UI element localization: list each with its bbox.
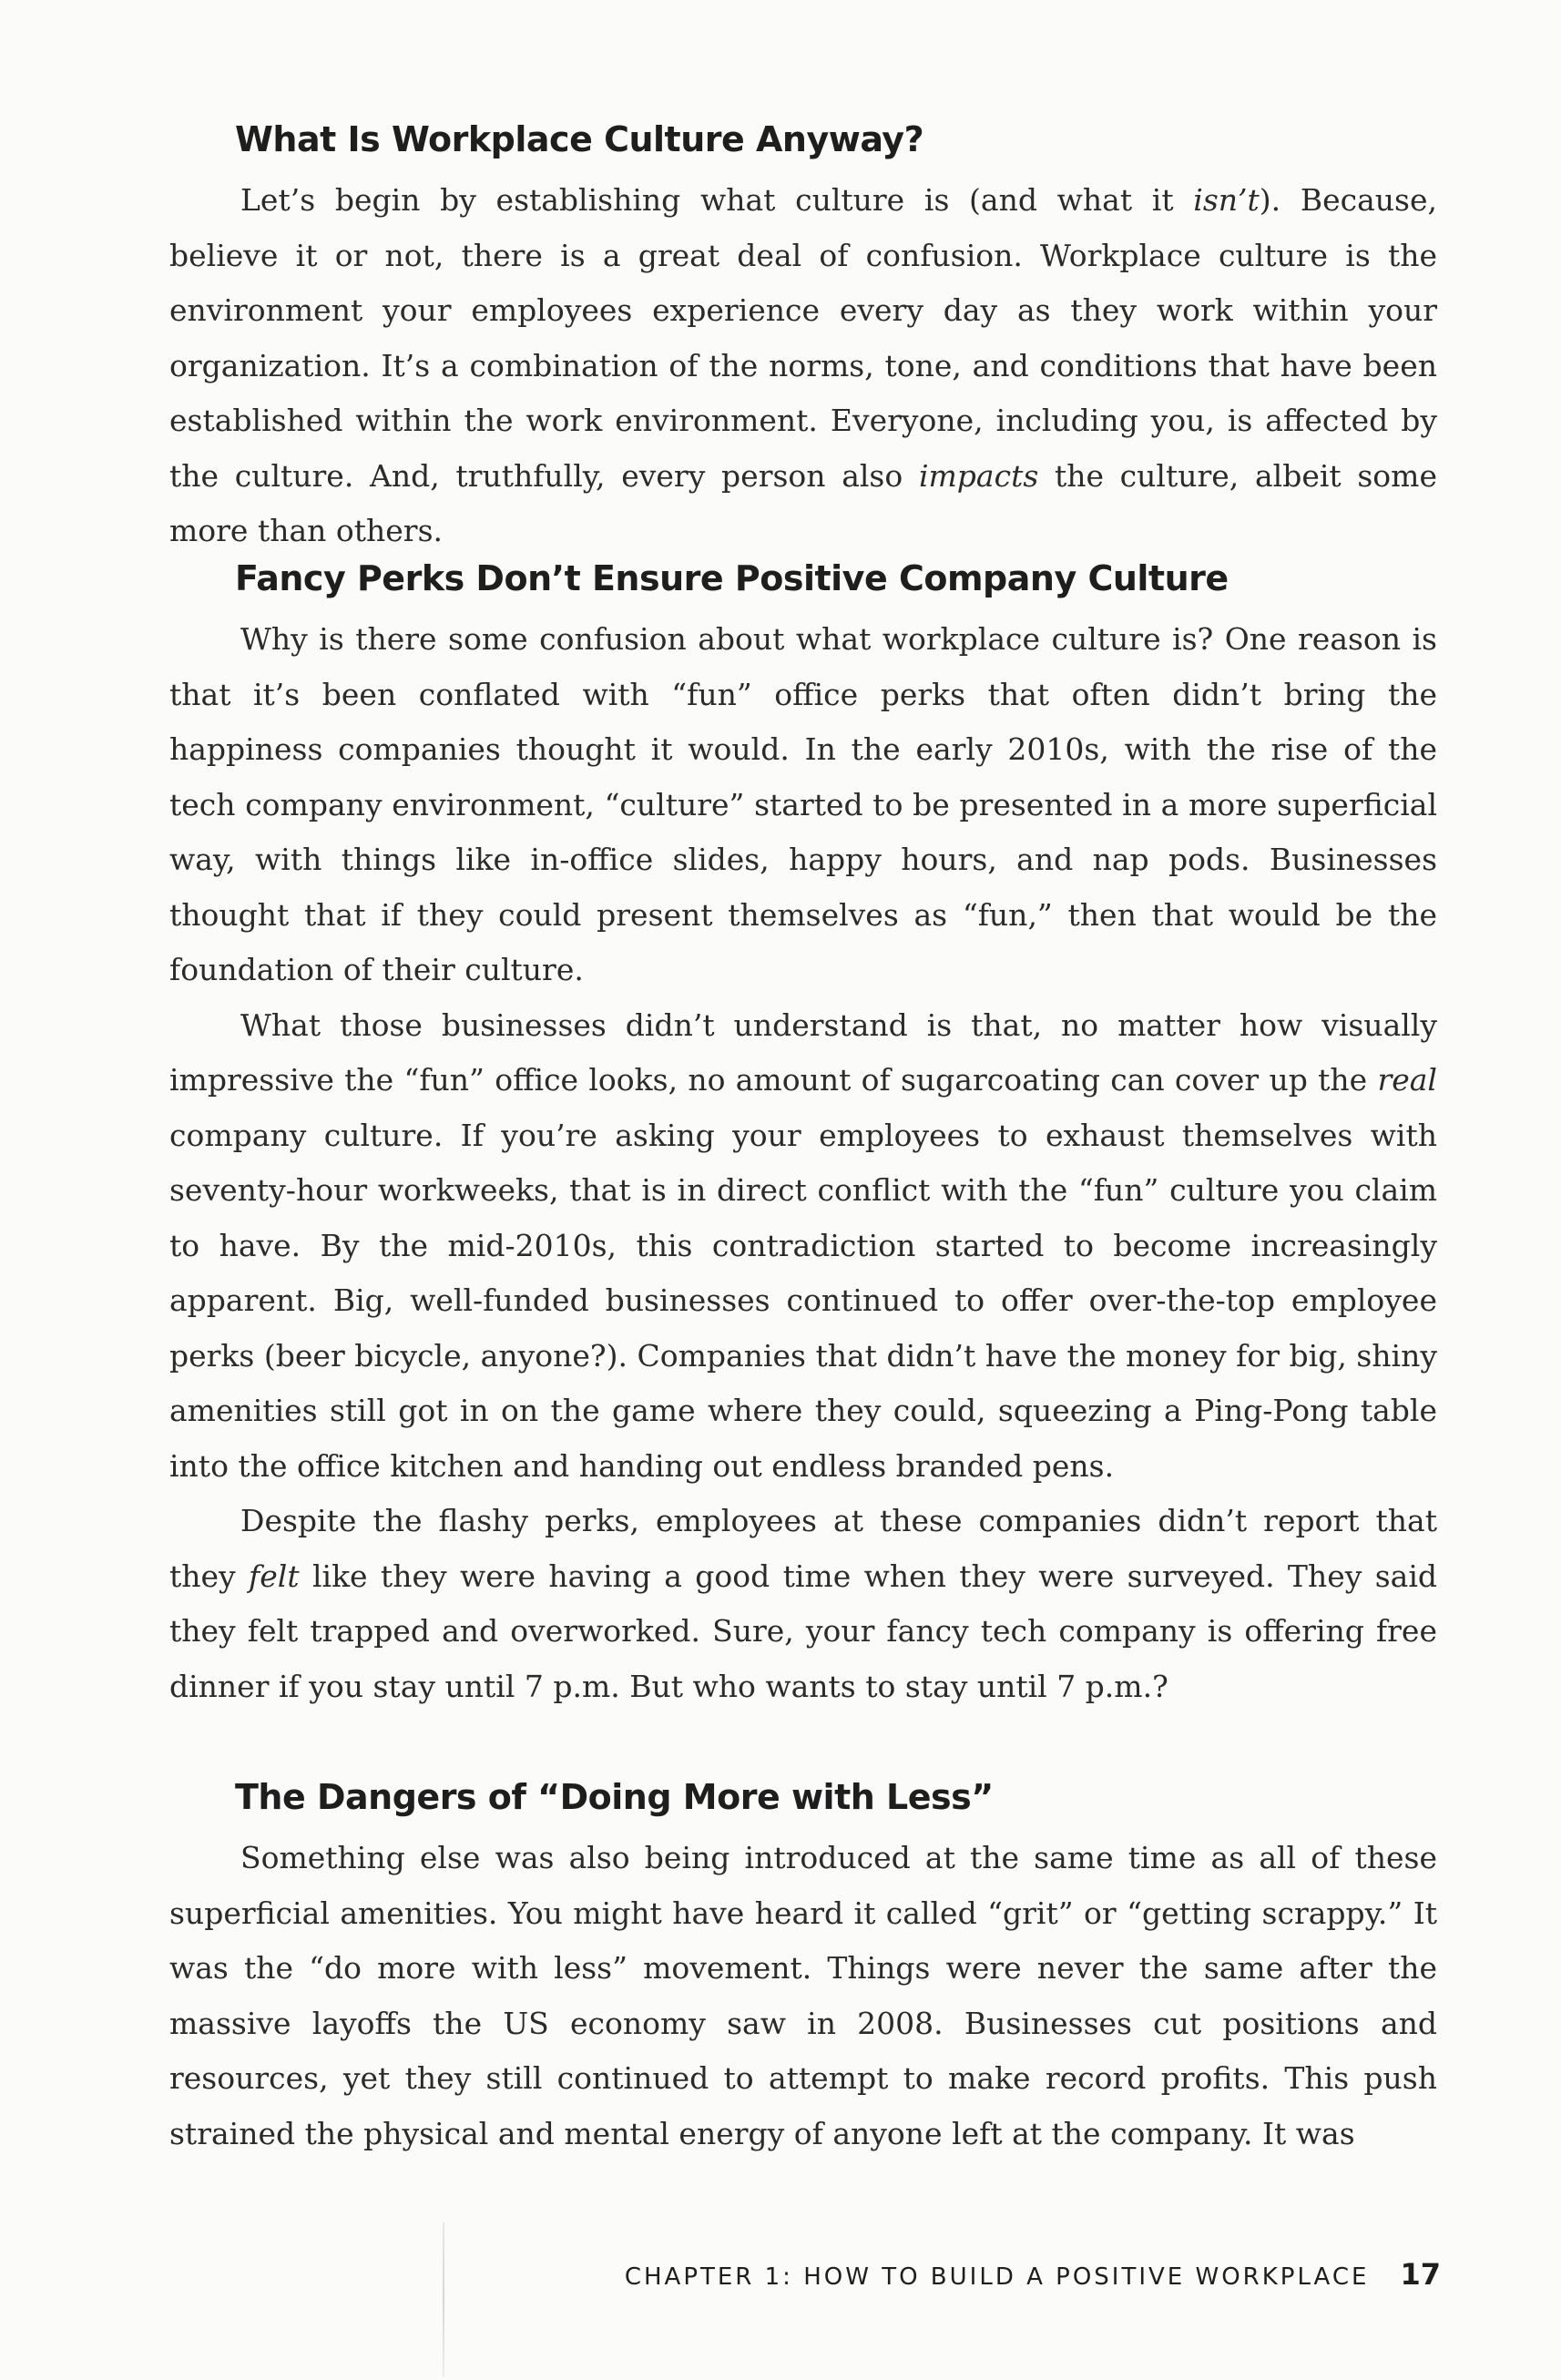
paragraph <box>169 1831 1437 2161</box>
section-heading: What Is Workplace Culture Anyway? <box>235 119 924 159</box>
text-run: Let’s begin by establishing what culture is (and what it <box>240 182 1194 218</box>
page-footer <box>625 2257 1441 2292</box>
section-heading: Fancy Perks Don’t Ensure Positive Company Culture <box>235 558 1229 598</box>
section-heading: The Dangers of “Doing More with Less” <box>235 1777 994 1817</box>
italic-run: real <box>1377 1062 1437 1098</box>
paragraph <box>169 612 1437 998</box>
page-number: 17 <box>1400 2257 1441 2292</box>
paragraph <box>169 1494 1437 1714</box>
running-head: CHAPTER 1: HOW TO BUILD A POSITIVE WORKPLACE <box>624 2263 1370 2291</box>
page-crease <box>443 2222 444 2377</box>
text-run: What those businesses didn’t understand is that, no matter how visually impressive the “fun” office looks, no amount of sugarcoating can cover up the <box>169 1006 1437 1098</box>
section-doing-more-with-less <box>169 1774 1437 2161</box>
text-run: Something else was also being introduced at the same time as all of these superficial amenities. You might have heard it called “grit” or “getting scrappy.” It was the “do more with less” movement. Things were never the same after the massive layoffs the US economy saw in 2008. Businesses cut positions and resources, yet they still continued to attempt to make record profits. This push strained the physical and mental energy of anyone left at the company. It was <box>169 1840 1437 2151</box>
section-workplace-culture <box>169 117 1437 559</box>
italic-run: impacts <box>918 457 1039 494</box>
text-run: the culture, albeit some more than others. <box>169 457 1437 548</box>
paragraph <box>169 173 1437 559</box>
section-fancy-perks <box>169 556 1437 1714</box>
text-run: Despite the flashy perks, employees at these companies didn’t report that they <box>169 1503 1437 1594</box>
text-run: like they were having a good time when they were surveyed. They said they felt trapped and overworked. Sure, your fancy tech company is offering free dinner if you stay until 7 p.m. But who wants to stay until 7 p.m.? <box>169 1558 1438 1704</box>
text-run: Why is there some confusion about what workplace culture is? One reason is that it’s been conflated with “fun” office perks that often didn’t bring the happiness companies thought it would. In the early 2010s, with the rise of the tech company environment, “culture” started to be presented in a more superficial way, with things like in-office slides, happy hours, and nap pods. Businesses thought that if they could present themselves as “fun,” then that would be the foundation of their culture. <box>169 621 1437 987</box>
italic-run: isn’t <box>1193 182 1260 218</box>
text-run: company culture. If you’re asking your employees to exhaust themselves with seventy-hour workweeks, that is in direct conflict with the “fun” culture you claim to have. By the mid-2010s, this contradiction started to become increasingly apparent. Big, well-funded businesses continued to offer over-the-top employee perks (beer bicycle, anyone?). Companies that didn’t have the money for big, shiny amenities still got in on the game where they could, squeezing a Ping-Pong table into the office kitchen and handing out endless branded pens. <box>169 1117 1437 1484</box>
paragraph <box>169 998 1437 1495</box>
italic-run: felt <box>249 1558 300 1594</box>
text-run: ). Because, believe it or not, there is a great deal of confusion. Workplace culture is the environment your employees experience every day as they work within your organization. It’s a combination of the norms, tone, and conditions that have been established within the work environment. Everyone, including you, is affected by the culture. And, truthfully, every person also <box>169 182 1437 494</box>
